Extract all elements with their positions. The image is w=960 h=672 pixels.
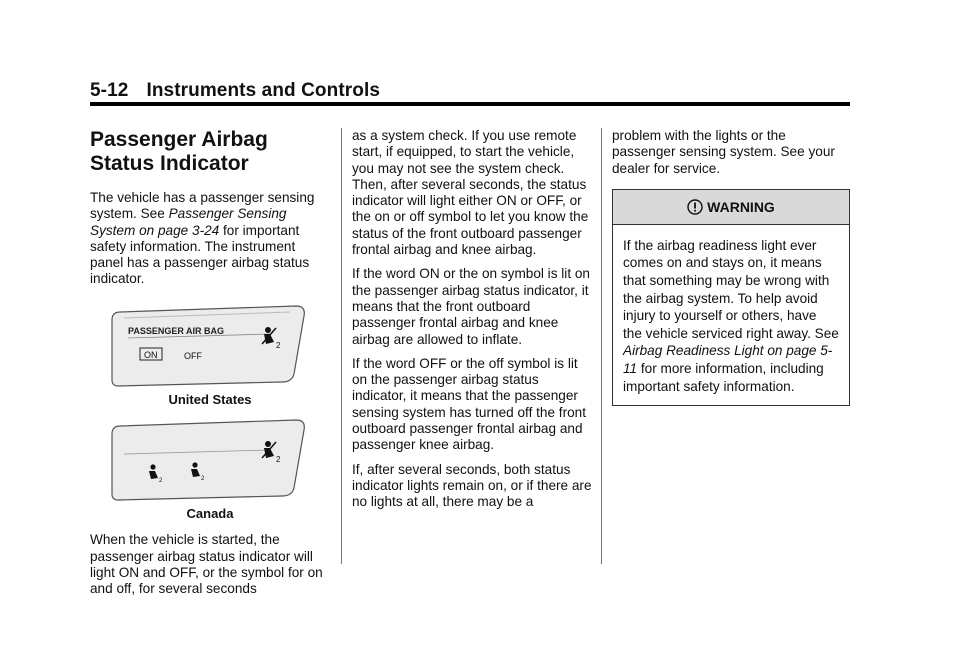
column-3: [612, 128, 852, 406]
warning-cross-reference[interactable]: Airbag Readiness Light on page 5-11: [623, 343, 833, 377]
intro-text-2: for important safety information. The instrument panel has a passenger airbag status indicator.: [90, 222, 310, 287]
page-header: [90, 80, 380, 102]
intro-paragraph: [90, 190, 330, 288]
warning-icon: [687, 199, 703, 215]
column-1: [90, 128, 330, 606]
col1-paragraph: When the vehicle is started, the passenger airbag status indicator will light ON and OFF, or the symbol for on and off, for several seconds: [90, 532, 323, 597]
canada-caption: Canada: [186, 506, 234, 522]
col2-paragraph-4: If, after several seconds, both status indicator lights remain on, or if there are no lights at all, there may be a: [352, 461, 592, 510]
us-caption: United States: [168, 391, 252, 407]
us-panel-label: PASSENGER AIR BAG: [128, 325, 225, 336]
col3-paragraph: problem with the lights or the passenger sensing system. See your dealer for service.: [612, 128, 835, 176]
col2-paragraph-3: If the word OFF or the off symbol is lit on the passenger airbag status indicator, it means that the passenger sensing system has turned off the front outboard passenger frontal airbag and passenger knee airbag.: [352, 355, 586, 453]
svg-text:2: 2: [159, 478, 163, 485]
warning-text-1: If the airbag readiness light ever comes on and stays on, it means that something may be wrong with the airbag system. To help avoid injury to yourself or others, have the vehicle serviced right away. See: [623, 237, 839, 341]
canada-indicator-figure: [110, 418, 310, 502]
off-label: OFF: [184, 350, 202, 361]
column-2: [352, 128, 592, 519]
column-divider-2: [601, 128, 602, 564]
warning-text-2: for more information, including important safety information.: [623, 361, 824, 394]
header-rule: [90, 102, 850, 106]
warning-title: WARNING: [707, 198, 775, 215]
us-indicator-figure: [110, 304, 310, 388]
column-divider-1: [341, 128, 342, 564]
warning-box: [612, 189, 850, 406]
col2-paragraph-1: as a system check. If you use remote start, if equipped, to start the vehicle, you may not see the system check. Then, after several seconds, the status indicator will light either ON or OFF, or the on or off symbol to let you know the status of the front outboard passenger frontal airbag and knee airbag.: [352, 128, 589, 258]
svg-text:2: 2: [276, 340, 281, 350]
warning-header: [613, 190, 849, 225]
intro-text-1: The vehicle has a passenger sensing system. See: [90, 190, 315, 222]
page-number: 5-12: [90, 80, 129, 101]
section-title: Instruments and Controls: [146, 80, 381, 101]
svg-text:2: 2: [276, 455, 281, 465]
on-label: ON: [144, 349, 158, 360]
svg-text:2: 2: [201, 476, 205, 483]
col2-paragraph-2: If the word ON or the on symbol is lit on the passenger airbag status indicator, it means that the front outboard passenger frontal airbag and knee airbag are allowed to inflate.: [352, 266, 590, 347]
intro-cross-reference[interactable]: Passenger Sensing System on page 3-24: [90, 206, 287, 238]
warning-body: [613, 225, 849, 405]
article-title: Passenger Airbag Status Indicator: [90, 128, 268, 175]
